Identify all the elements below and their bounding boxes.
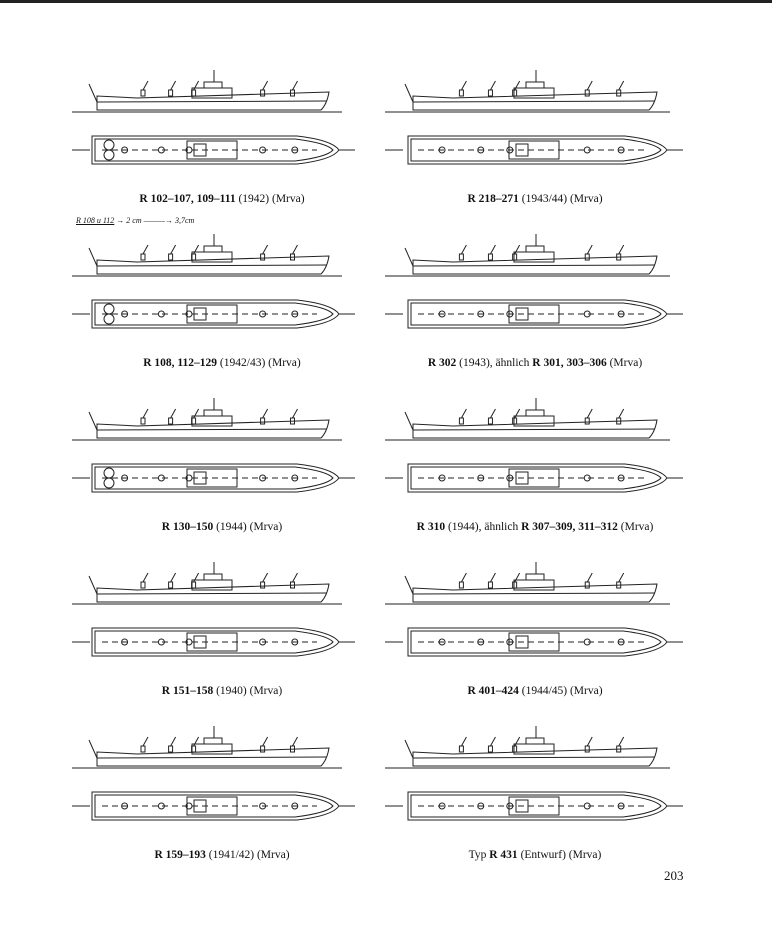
- ship-line-drawing: [72, 68, 372, 190]
- caption-designation: R 307–309, 311–312: [521, 521, 618, 533]
- annotation-right-value: 3,7cm: [174, 216, 195, 225]
- ship-caption: [385, 521, 685, 533]
- ship-drawing-8: [385, 560, 685, 715]
- ship-caption: [72, 357, 372, 369]
- ship-drawing-9: [72, 724, 372, 879]
- caption-designation: R 310: [416, 521, 446, 533]
- ship-caption: [385, 357, 685, 369]
- ship-line-drawing: [385, 232, 685, 354]
- caption-text: (1944/45) (Mrva): [518, 685, 603, 697]
- ship-caption: [72, 521, 372, 533]
- caption-designation: R 130–150: [161, 521, 214, 533]
- ship-caption: [385, 685, 685, 697]
- ship-drawing-6: [385, 396, 685, 551]
- ship-caption: [72, 193, 372, 205]
- caption-designation: R 108, 112–129: [143, 357, 218, 369]
- annotation-arrow-left: →: [116, 216, 125, 225]
- caption-designation: R 102–107, 109–111: [139, 193, 236, 205]
- caption-text: (1940) (Mrva): [213, 685, 283, 697]
- ship-line-drawing: [72, 232, 372, 354]
- ship-line-drawing: [385, 68, 685, 190]
- ship-drawing-7: [72, 560, 372, 715]
- caption-text: (1944) (Mrva): [213, 521, 283, 533]
- caption-designation: R 302: [427, 357, 457, 369]
- caption-designation: R 401–424: [467, 685, 519, 697]
- caption-designation: R 159–193: [154, 849, 206, 861]
- ship-caption: [385, 193, 685, 205]
- ship-line-drawing: [385, 560, 685, 682]
- annotation-arrow-right: ———→: [143, 216, 173, 225]
- caption-designation: R 218–271: [467, 193, 519, 205]
- ship-drawing-3: [72, 232, 372, 387]
- ship-drawing-10: [385, 724, 685, 879]
- caption-text: (1942) (Mrva): [235, 193, 305, 205]
- ship-drawing-1: [72, 68, 372, 223]
- armament-annotation: [76, 216, 194, 225]
- caption-text: (1941/42) (Mrva): [205, 849, 290, 861]
- ship-line-drawing: [385, 724, 685, 846]
- annotation-left-value: 2 cm: [126, 216, 142, 225]
- caption-text: (1942/43) (Mrva): [217, 357, 301, 369]
- ship-line-drawing: [385, 396, 685, 518]
- ship-drawing-4: [385, 232, 685, 387]
- caption-designation: R 431: [489, 849, 518, 861]
- annotation-label: R 108 u 112: [76, 216, 115, 225]
- caption-text: (Mrva): [617, 521, 654, 533]
- ship-drawing-2: [385, 68, 685, 223]
- caption-text: Typ: [468, 849, 490, 861]
- ship-caption: [385, 849, 685, 861]
- caption-text: (1943/44) (Mrva): [518, 193, 603, 205]
- caption-designation: R 301, 303–306: [532, 357, 607, 369]
- page-top-rule: [0, 0, 772, 3]
- ship-line-drawing: [72, 396, 372, 518]
- caption-text: (Mrva): [606, 357, 643, 369]
- ship-line-drawing: [72, 560, 372, 682]
- ship-line-drawing: [72, 724, 372, 846]
- caption-text: (Entwurf) (Mrva): [517, 849, 602, 861]
- caption-text: (1943), ähnlich: [456, 357, 533, 369]
- ship-drawing-5: [72, 396, 372, 551]
- ship-caption: [72, 849, 372, 861]
- ship-caption: [72, 685, 372, 697]
- page-number: 203: [664, 868, 684, 883]
- caption-text: (1944), ähnlich: [445, 521, 522, 533]
- caption-designation: R 151–158: [161, 685, 214, 697]
